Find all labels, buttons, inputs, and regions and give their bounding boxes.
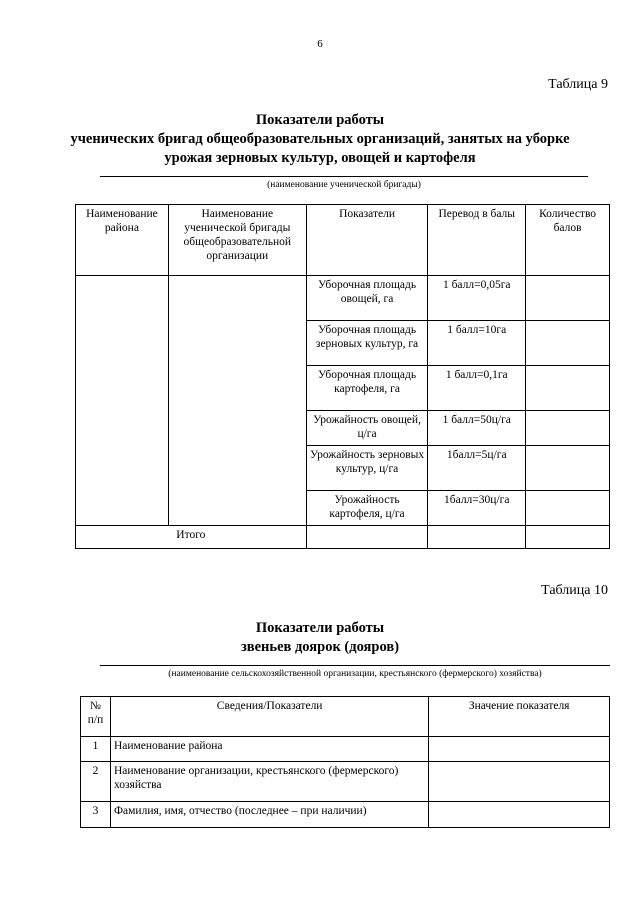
table9-conversion-cell: 1 балл=0,05га xyxy=(428,276,526,321)
table10-num-cell: 3 xyxy=(81,802,111,828)
table9-indicator-cell: Урожайность зерновых культур, ц/га xyxy=(306,446,428,491)
table9-points-cell[interactable] xyxy=(526,276,610,321)
table10-num-cell: 2 xyxy=(81,762,111,802)
table9-header-cell: Наименование ученической бригады общеобразовательной организации xyxy=(168,205,306,276)
table10-value-cell[interactable] xyxy=(429,737,610,762)
table9-points-cell[interactable] xyxy=(526,411,610,446)
table10-info-cell: Фамилия, имя, отчество (последнее – при наличии) xyxy=(110,802,428,828)
table10-value-cell[interactable] xyxy=(429,762,610,802)
table10-title-line: Показатели работы xyxy=(255,620,385,636)
table9-total-cell[interactable] xyxy=(306,526,428,549)
table-row xyxy=(76,276,610,321)
table9-points-cell[interactable] xyxy=(526,491,610,526)
table9-conversion-cell: 1балл=5ц/га xyxy=(428,446,526,491)
table10-header-row xyxy=(81,697,610,737)
table10-caption: (наименование сельскохозяйственной организации, крестьянского (фермерского) хозяйства) xyxy=(168,669,542,679)
table9-total-cell[interactable] xyxy=(428,526,526,549)
table9-title-line: Показатели работы xyxy=(255,112,385,128)
table10-title-line: звеньев доярок (дояров) xyxy=(240,639,400,655)
table-row xyxy=(81,762,610,802)
table9-indicator-cell: Уборочная площадь зерновых культур, га xyxy=(306,321,428,366)
table9-header-cell: Показатели xyxy=(306,205,428,276)
table9-header-cell: Количество балов xyxy=(526,205,610,276)
table10-header-cell: Сведения/Показатели xyxy=(110,697,428,737)
table10-label: Таблица 10 xyxy=(541,583,608,598)
table9-district-cell[interactable] xyxy=(76,276,169,526)
table9-indicator-cell: Урожайность овощей, ц/га xyxy=(306,411,428,446)
table9-total-row xyxy=(76,526,610,549)
table10-header-cell: Значение показателя xyxy=(429,697,610,737)
table9-header-cell: Перевод в балы xyxy=(428,205,526,276)
table9-total-cell[interactable] xyxy=(526,526,610,549)
table9-label: Таблица 9 xyxy=(548,77,608,92)
table9 xyxy=(75,204,610,549)
table9-caption-rule xyxy=(100,176,588,177)
table9-total-label: Итого xyxy=(76,526,307,549)
table9-title-line: ученических бригад общеобразовательных организаций, занятых на уборке xyxy=(70,131,570,147)
table9-conversion-cell: 1 балл=10га xyxy=(428,321,526,366)
table10-value-cell[interactable] xyxy=(429,802,610,828)
table9-title-line: урожая зерновых культур, овощей и картофеля xyxy=(164,150,476,166)
table9-indicator-cell: Урожайность картофеля, ц/га xyxy=(306,491,428,526)
table10-info-cell: Наименование организации, крестьянского (фермерского) хозяйства xyxy=(110,762,428,802)
table9-points-cell[interactable] xyxy=(526,366,610,411)
table10-header-cell: № п/п xyxy=(81,697,111,737)
table9-points-cell[interactable] xyxy=(526,446,610,491)
table9-conversion-cell: 1 балл=50ц/га xyxy=(428,411,526,446)
table9-caption: (наименование ученической бригады) xyxy=(267,180,421,190)
table10 xyxy=(80,696,610,828)
table9-conversion-cell: 1балл=30ц/га xyxy=(428,491,526,526)
table9-title xyxy=(0,111,640,168)
table-row xyxy=(81,737,610,762)
table-row xyxy=(81,802,610,828)
table9-indicator-cell: Уборочная площадь картофеля, га xyxy=(306,366,428,411)
table9-header-cell: Наименование района xyxy=(76,205,169,276)
table10-caption-rule xyxy=(100,665,610,666)
table9-conversion-cell: 1 балл=0,1га xyxy=(428,366,526,411)
table10-info-cell: Наименование района xyxy=(110,737,428,762)
table9-header-row xyxy=(76,205,610,276)
table10-num-cell: 1 xyxy=(81,737,111,762)
page-number: 6 xyxy=(317,38,323,50)
table9-indicator-cell: Уборочная площадь овощей, га xyxy=(306,276,428,321)
table9-points-cell[interactable] xyxy=(526,321,610,366)
table10-title xyxy=(0,619,640,657)
table9-brigade-cell[interactable] xyxy=(168,276,306,526)
